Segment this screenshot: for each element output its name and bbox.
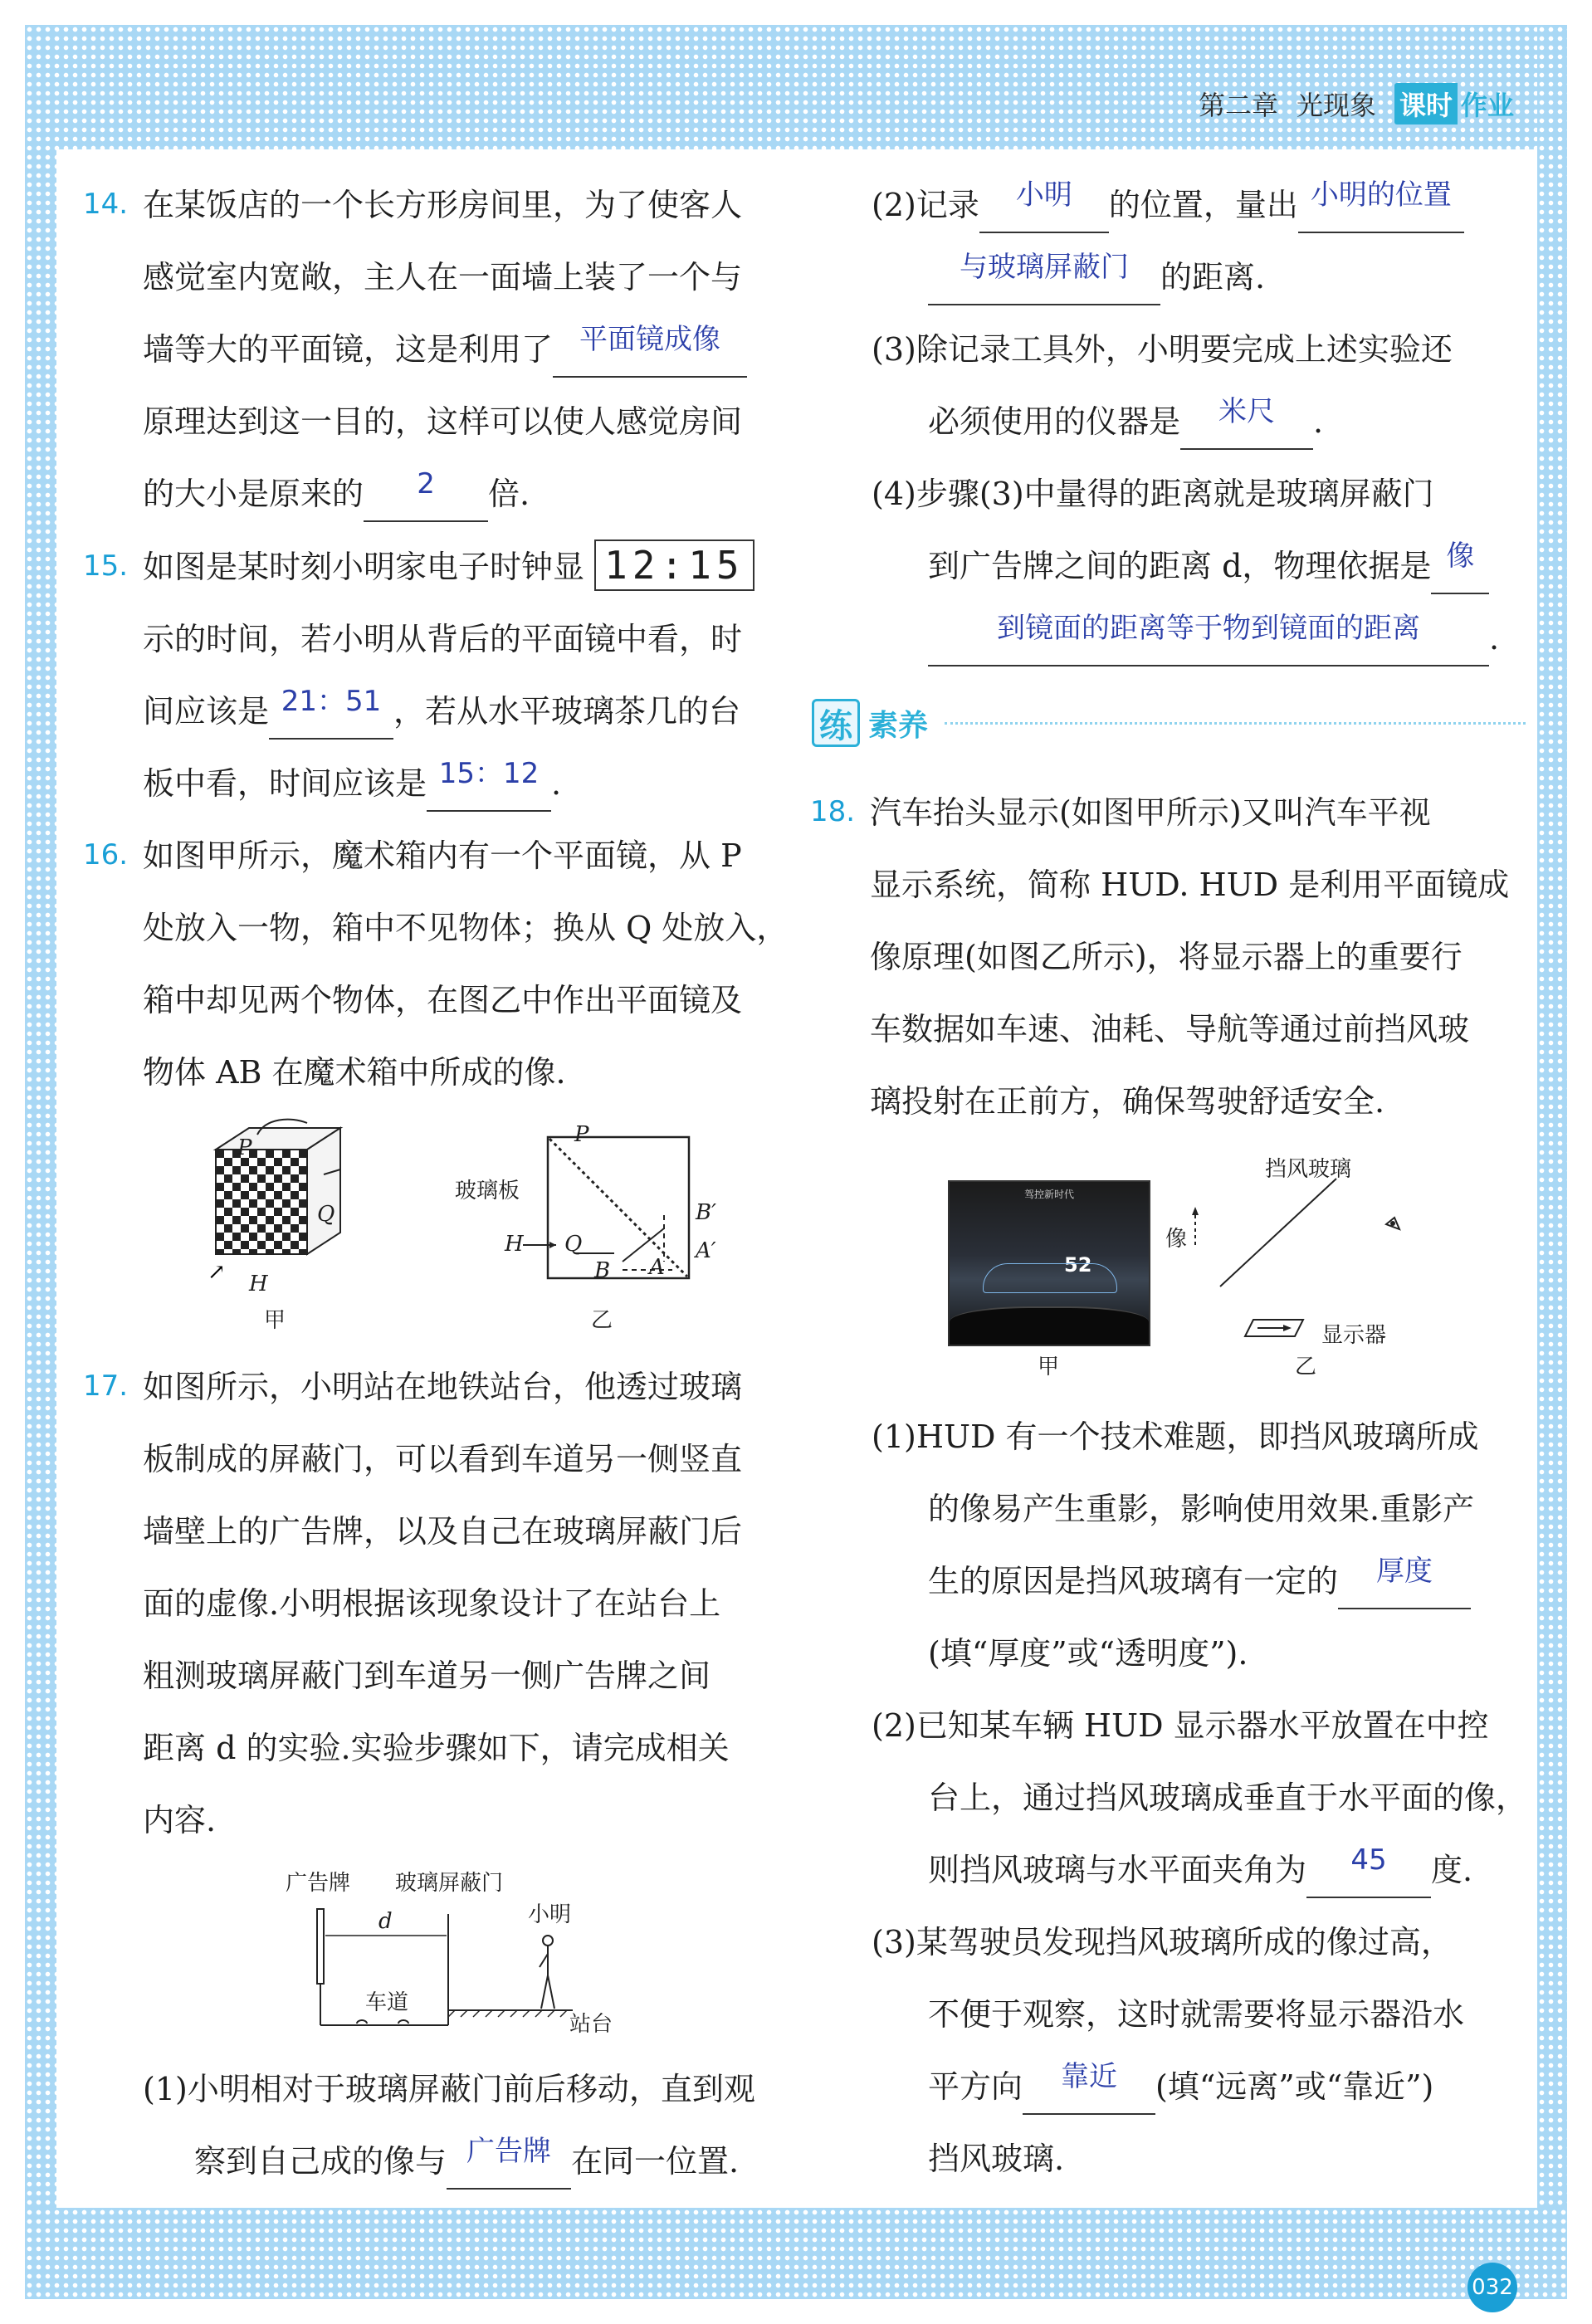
figure-caption-jia: 甲 bbox=[264, 1308, 286, 1333]
question-number: 17. bbox=[83, 1370, 129, 1403]
question-18-parts: (1)HUD 有一个技术难题，即挡风玻璃所成 的像易产生重影，影响使用效果.重影产 生的原因是挡风玻璃有一定的 厚度 (填“厚度”或“透明度”). (2)已知某车辆 HUD 显示器水平放置在中控 台上，通过挡风玻璃成垂直于水平面的像， 则挡风玻璃与水平面夹角为 45 度. (3)某驾驶员发现挡风玻璃所成的像过高， 不便于观察，这时就需要将显示器沿水 平方向 靠近 (填“远离”或“靠近”) 挡风玻璃. bbox=[872, 1418, 1528, 2177]
question-16: 如图甲所示，魔术箱内有一个平面镜，从 P 处放入一物，箱中不见物体；换从 Q 处放入， 箱中却见两个物体，在图乙中作出平面镜及 物体 AB 在魔术箱中所成的像. bbox=[143, 837, 789, 1091]
brand-tag: 课时 作业 bbox=[1394, 83, 1517, 124]
figure-caption-yi: 乙 bbox=[591, 1308, 613, 1333]
label-B-prime: B′ bbox=[696, 1200, 717, 1225]
label-P-jia: P bbox=[237, 1135, 252, 1160]
label-image: 像 bbox=[1165, 1227, 1188, 1252]
question-number: 14. bbox=[83, 188, 129, 221]
answer-blank[interactable]: 广告牌 bbox=[447, 2138, 571, 2190]
running-header bbox=[1199, 83, 1517, 124]
section-header-literacy bbox=[812, 699, 1526, 747]
label-glass-plate: 玻璃板 bbox=[455, 1179, 520, 1204]
answer-blank[interactable]: 45 bbox=[1306, 1847, 1431, 1898]
figure-caption-jia-hud: 甲 bbox=[1038, 1355, 1060, 1379]
answer-blank[interactable]: 像 bbox=[1431, 543, 1489, 594]
label-door: 玻璃屏蔽门 bbox=[395, 1871, 504, 1896]
question-17-parts-2-4: (2)记录 小明 的位置，量出 小明的位置 与玻璃屏蔽门 的距离. (3)除记录工具外，小明要完成上述实验还 必须使用的仪器是 米尺 . (4)步骤(3)中量得的距离就是玻璃屏蔽门 到广告牌之间的距离 d，物理依据是 像 到镜面的距离等于物到镜面的距离 . bbox=[872, 169, 1499, 675]
label-H-jia: H bbox=[249, 1272, 268, 1296]
hud-diagram-yi bbox=[1162, 1162, 1444, 1361]
label-B-yi: B bbox=[594, 1258, 611, 1283]
question-14: 在某饭店的一个长方形房间里，为了使客人 感觉室内宽敞，主人在一面墙上装了一个与 墙等大的平面镜，这是利用了 平面镜成像 原理达到这一目的，这样可以使人感觉房间 的大小是原来的 2 倍. bbox=[143, 169, 747, 530]
label-A-yi: A bbox=[649, 1255, 665, 1280]
left-dotted-band bbox=[25, 25, 56, 2299]
label-billboard: 广告牌 bbox=[286, 1871, 351, 1896]
page-number: 032 bbox=[1467, 2263, 1517, 2312]
hud-speed-readout: 52 bbox=[1064, 1253, 1092, 1277]
right-dotted-band bbox=[1537, 25, 1567, 2299]
answer-blank[interactable]: 靠近 bbox=[1023, 2063, 1155, 2115]
svg-text:↗: ↗ bbox=[208, 1260, 226, 1285]
answer-blank[interactable]: 小明的位置 bbox=[1298, 182, 1464, 233]
label-Q-jia: Q bbox=[317, 1202, 335, 1227]
digital-clock: 12:15 bbox=[594, 540, 754, 591]
section-label: 素养 bbox=[868, 708, 929, 743]
practice-icon: 练 bbox=[812, 699, 860, 747]
label-lane: 车道 bbox=[365, 1990, 409, 2015]
label-H-yi: H bbox=[505, 1232, 524, 1257]
answer-blank[interactable]: 15：12 bbox=[427, 760, 551, 812]
answer-blank[interactable]: 2 bbox=[364, 471, 488, 522]
question-number: 15. bbox=[83, 549, 129, 583]
label-Q-yi: Q bbox=[564, 1232, 583, 1257]
answer-blank[interactable]: 平面镜成像 bbox=[553, 326, 747, 378]
answer-blank[interactable]: 21：51 bbox=[269, 688, 393, 740]
question-17-part-1: (1)小明相对于玻璃屏蔽门前后移动，直到观 察到自己成的像与 广告牌 在同一位置. bbox=[143, 2053, 755, 2198]
question-18: 汽车抬头显示(如图甲所示)又叫汽车平视 显示系统，简称 HUD. HUD 是利用平面镜成 像原理(如图乙所示)，将显示器上的重要行 车数据如车速、油耗、导航等通过前挡风玻 璃投射在正前方，确保驾驶舒适安全. bbox=[870, 794, 1510, 1120]
answer-blank[interactable]: 到镜面的距离等于物到镜面的距离 bbox=[928, 615, 1489, 666]
bottom-dotted-band bbox=[25, 2208, 1567, 2299]
answer-blank[interactable]: 厚度 bbox=[1338, 1558, 1471, 1609]
label-platform: 站台 bbox=[569, 2012, 613, 2037]
label-A-prime: A′ bbox=[696, 1238, 716, 1263]
label-display: 显示器 bbox=[1321, 1323, 1387, 1348]
label-d: d bbox=[378, 1909, 393, 1934]
label-xiaoming: 小明 bbox=[528, 1902, 572, 1927]
chapter-title: 光现象 bbox=[1296, 90, 1376, 121]
hud-photo bbox=[948, 1180, 1150, 1346]
answer-blank[interactable]: 米尺 bbox=[1180, 398, 1313, 450]
figure-caption-yi-hud: 乙 bbox=[1295, 1355, 1317, 1379]
question-number: 16. bbox=[83, 838, 129, 872]
hud-photo-title: 驾控新时代 bbox=[1023, 1189, 1074, 1200]
question-15: 如图是某时刻小明家电子时钟显 12:15 示的时间，若小明从背后的平面镜中看，时 间应该是 21：51 ，若从水平玻璃茶几的台 板中看，时间应该是 15：12 . bbox=[143, 531, 754, 820]
label-P-yi: P bbox=[574, 1122, 589, 1147]
question-17: 如图所示，小明站在地铁站台，他透过玻璃 板制成的屏蔽门，可以看到车道另一侧竖直 墙壁上的广告牌，以及自己在玻璃屏蔽门后 面的虚像.小明根据该现象设计了在站台上 粗测玻璃屏蔽门到车道另一侧广告牌之间 距离 d 的实验.实验步骤如下，请完成相关 内容. bbox=[143, 1369, 743, 1838]
dotted-rule bbox=[945, 722, 1526, 725]
label-windshield: 挡风玻璃 bbox=[1265, 1157, 1352, 1182]
answer-blank[interactable]: 小明 bbox=[979, 182, 1109, 233]
question-number: 18. bbox=[810, 795, 856, 828]
answer-blank[interactable]: 与玻璃屏蔽门 bbox=[928, 254, 1160, 305]
chapter-label: 第二章 bbox=[1198, 90, 1278, 121]
